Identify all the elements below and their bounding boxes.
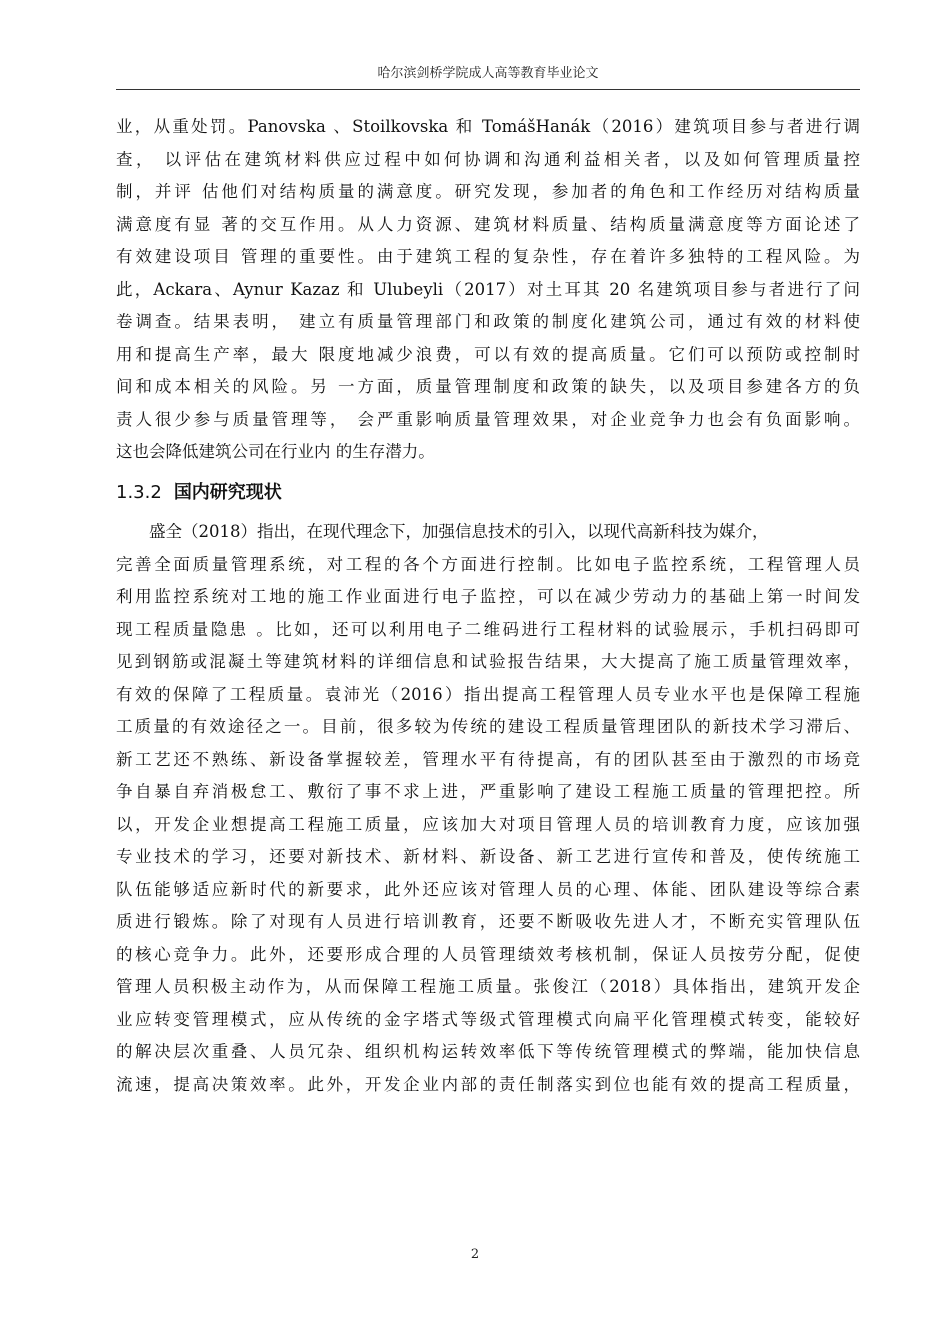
paragraph-line: 完善全面质量管理系统，对工程的各个方面进行控制。比如电子监控系统，工程管理人员 [116, 554, 860, 574]
paragraph-line: 有效建设项目 管理的重要性。由于建筑工程的复杂性，存在着许多独特的工程风险。为 [116, 247, 860, 266]
paragraph-line: 有效的保障了工程质量。袁沛光（2016）指出提高工程管理人员专业水平也是保障工程施 [116, 684, 860, 704]
paragraph-line: 工质量的有效途径之一。目前，很多较为传统的建设工程质量管理团队的新技术学习滞后、 [116, 717, 860, 736]
paragraph-line: 这也会降低建筑公司在行业内 的生存潜力。 [116, 442, 435, 461]
paragraph-line: 卷调查。结果表明， 建立有质量管理部门和政策的制度化建筑公司，通过有效的材料使 [116, 312, 860, 331]
paragraph-line: 满意度有显 著的交互作用。从人力资源、建筑材料质量、结构质量满意度等方面论述了 [116, 214, 860, 234]
paragraph-line: 制，并评 估他们对结构质量的满意度。研究发现，参加者的角色和工作经历对结构质量 [116, 182, 860, 201]
document-header: 哈尔滨剑桥学院成人高等教育毕业论文 [377, 66, 599, 81]
paragraph-line: 用和提高生产率，最大 限度地减少浪费，可以有效的提高质量。它们可以预防或控制时 [116, 344, 860, 364]
paragraph-line: 利用监控系统对工地的施工作业面进行电子监控，可以在减少劳动力的基础上第一时间发 [116, 587, 860, 606]
paragraph-line: 见到钢筋或混凝土等建筑材料的详细信息和试验报告结果，大大提高了施工质量管理效率， [116, 652, 860, 671]
paragraph-line: 此，Ackara、Aynur Kazaz 和 Ulubeyli（2017）对土耳其 20 名建筑项目参与者进行了问 [116, 279, 860, 299]
paragraph-line: 间和成本相关的风险。另 一方面，质量管理制度和政策的缺失，以及项目参建各方的负 [116, 377, 860, 396]
section-number: 1.3.2 [116, 482, 162, 503]
paragraph-line: 业应转变管理模式，应从传统的金字塔式等级式管理模式向扁平化管理模式转变，能较好 [116, 1009, 860, 1029]
page-number: 2 [470, 1247, 480, 1262]
paragraph-line: 专业技术的学习，还要对新技术、新材料、新设备、新工艺进行宣传和普及，使传统施工 [116, 847, 860, 866]
paragraph-line: 的核心竞争力。此外，还要形成合理的人员管理绩效考核机制，保证人员按劳分配，促使 [116, 944, 860, 964]
paragraph-line: 争自暴自弃消极怠工、敷衍了事不求上进，严重影响了建设工程施工质量的管理把控。所 [116, 782, 860, 801]
paragraph-line: 查， 以评估在建筑材料供应过程中如何协调和沟通利益相关者，以及如何管理质量控 [116, 149, 860, 169]
paragraph-line: 现工程质量隐患 。比如，还可以利用电子二维码进行工程材料的试验展示，手机扫码即可 [116, 619, 860, 639]
paragraph-line: 的解决层次重叠、人员冗杂、组织机构运转效率低下等传统管理模式的弊端，能加快信息 [116, 1042, 860, 1061]
header-divider [116, 89, 860, 90]
paragraph-line: 流速，提高决策效率。此外，开发企业内部的责任制落实到位也能有效的提高工程质量， [116, 1074, 860, 1094]
paragraph-line: 责人很少参与质量管理等， 会严重影响质量管理效果，对企业竞争力也会有负面影响。 [116, 409, 860, 429]
section-title: 国内研究现状 [173, 482, 282, 503]
paragraph-1 [116, 111, 860, 469]
paragraph-2 [116, 516, 860, 1101]
paragraph-line: 盛全（2018）指出，在现代理念下，加强信息技术的引入，以现代高新科技为媒介， [149, 522, 769, 541]
paragraph-line: 新工艺还不熟练、新设备掌握较差，管理水平有待提高，有的团队甚至由于激烈的市场竞 [116, 749, 860, 769]
paragraph-line: 业，从重处罚。Panovska 、Stoilkovska 和 TomášHanák（2016）建筑项目参与者进行调 [116, 117, 860, 136]
paragraph-line: 队伍能够适应新时代的新要求，此外还应该对管理人员的心理、体能、团队建设等综合素 [116, 879, 860, 899]
paragraph-line: 以，开发企业想提高工程施工质量，应该加大对项目管理人员的培训教育力度，应该加强 [116, 814, 860, 834]
paragraph-line: 管理人员积极主动作为，从而保障工程施工质量。张俊江（2018）具体指出，建筑开发企 [116, 977, 860, 996]
paragraph-line: 质进行锻炼。除了对现有人员进行培训教育，还要不断吸收先进人才，不断充实管理队伍 [116, 912, 860, 931]
section-heading [116, 478, 282, 504]
